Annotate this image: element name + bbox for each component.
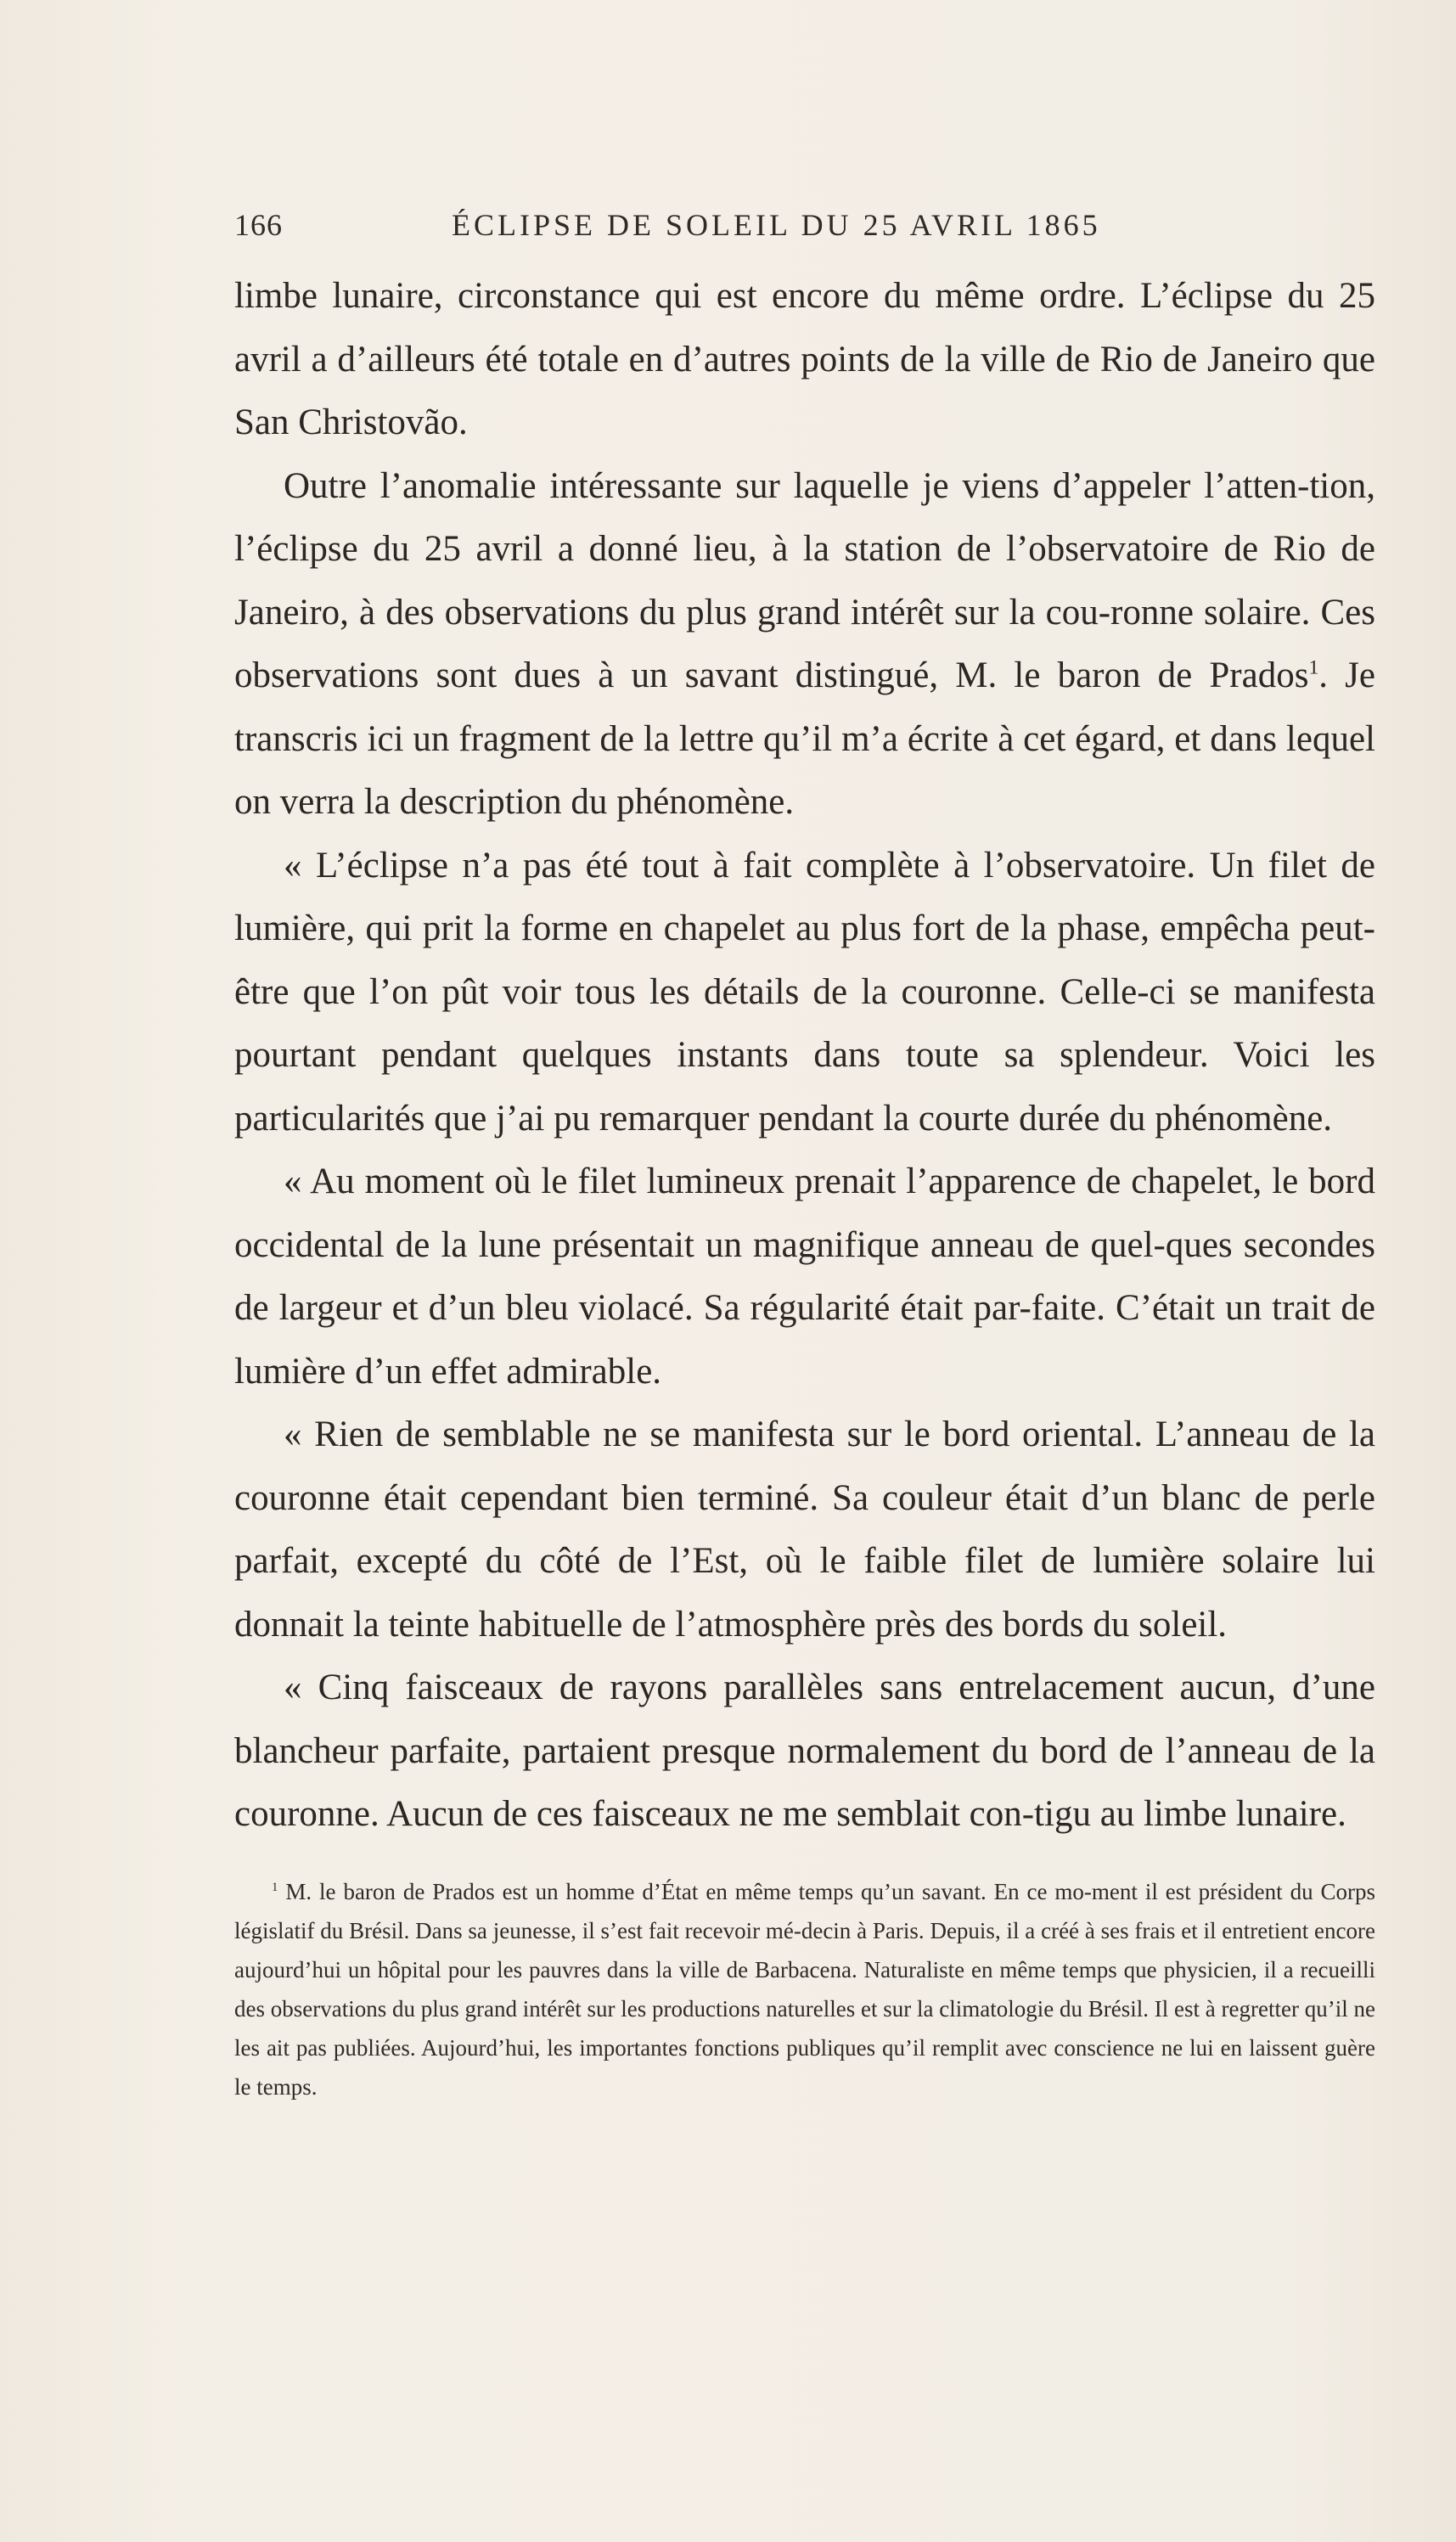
paragraph-5: « Rien de semblable ne se manifesta sur le bord oriental. L’anneau de la couronne était cependant bien terminé. Sa couleur était d’un blanc de perle parfait, excepté du côté de l’Est, où le faible filet de lumière solaire lui donnait la teinte habituelle de l’atmosphère près des bords du soleil. [234,1414,1375,1645]
paragraph-2 [234,455,1375,835]
paragraph-2-suffix: . Je transcris ici un fragment de la lettre qu’il m’a écrite à cet égard, et dans lequel on verra la description du phénomène. [234,655,1375,822]
main-text [234,265,1375,1847]
footnote-text: M. le baron de Prados est un homme d’État en même temps qu’un savant. En ce mo-ment il est président du Corps législatif du Brésil. Dans sa jeunesse, il s’est fait recevoir mé-decin à Paris. Depuis, il a créé à ses frais et il entretient encore aujourd’hui un hôpital pour les pauvres dans la ville de Barbacena. Naturaliste en même temps que physicien, il a recueilli des observations du plus grand intérêt sur les productions naturelles et sur la climatologie du Brésil. Il est à regretter qu’il ne les ait pas publiées. Aujourd’hui, les importantes fonctions publiques qu’il remplit avec conscience ne lui en laissent guère le temps. [234,1879,1376,2100]
paragraph-6: « Cinq faisceaux de rayons parallèles sans entrelacement aucun, d’une blancheur parfaite, partaient presque normalement du bord de l’anneau de la couronne. Aucun de ces faisceaux ne me semblait con-tigu au limbe lunaire. [234,1667,1375,1834]
paragraph-2-text: Outre l’anomalie intéressante sur laquelle je viens d’appeler l’atten-tion, l’éclipse du 25 avril a donné lieu, à la station de l’observatoire de Rio de Janeiro, à des observations du plus grand intérêt sur la cou-ronne solaire. Ces observations sont dues à un savant distingué, M. le baron de Prados [234,465,1375,695]
footnote [234,1872,1375,2106]
footnote-area [234,1872,1375,2106]
paragraph-1: limbe lunaire, circonstance qui est encore du même ordre. L’éclipse du 25 avril a d’ailleurs été totale en d’autres points de la ville de Rio de Janeiro que San Christovão. [234,276,1375,442]
page-header [234,204,1372,246]
running-title: ÉCLIPSE DE SOLEIL DU 25 AVRIL 1865 [452,208,1101,242]
footnote-marker: 1 [272,1881,278,1894]
page-number: 166 [234,208,283,242]
paragraph-4: « Au moment où le filet lumineux prenait l’apparence de chapelet, le bord occidental de la lune présentait un magnifique anneau de quel-ques secondes de largeur et d’un bleu violacé. Sa régularité était par-faite. C’était un trait de lumière d’un effet admirable. [234,1161,1375,1392]
footnote-reference: 1 [1308,656,1319,679]
paragraph-3: « L’éclipse n’a pas été tout à fait complète à l’observatoire. Un filet de lumière, qui prit la forme en chapelet au plus fort de la phase, empêcha peut-être que l’on pût voir tous les détails de la couronne. Celle-ci se manifesta pourtant pendant quelques instants dans toute sa splendeur. Voici les particularités que j’ai pu remarquer pendant la courte durée du phénomène. [234,845,1375,1139]
